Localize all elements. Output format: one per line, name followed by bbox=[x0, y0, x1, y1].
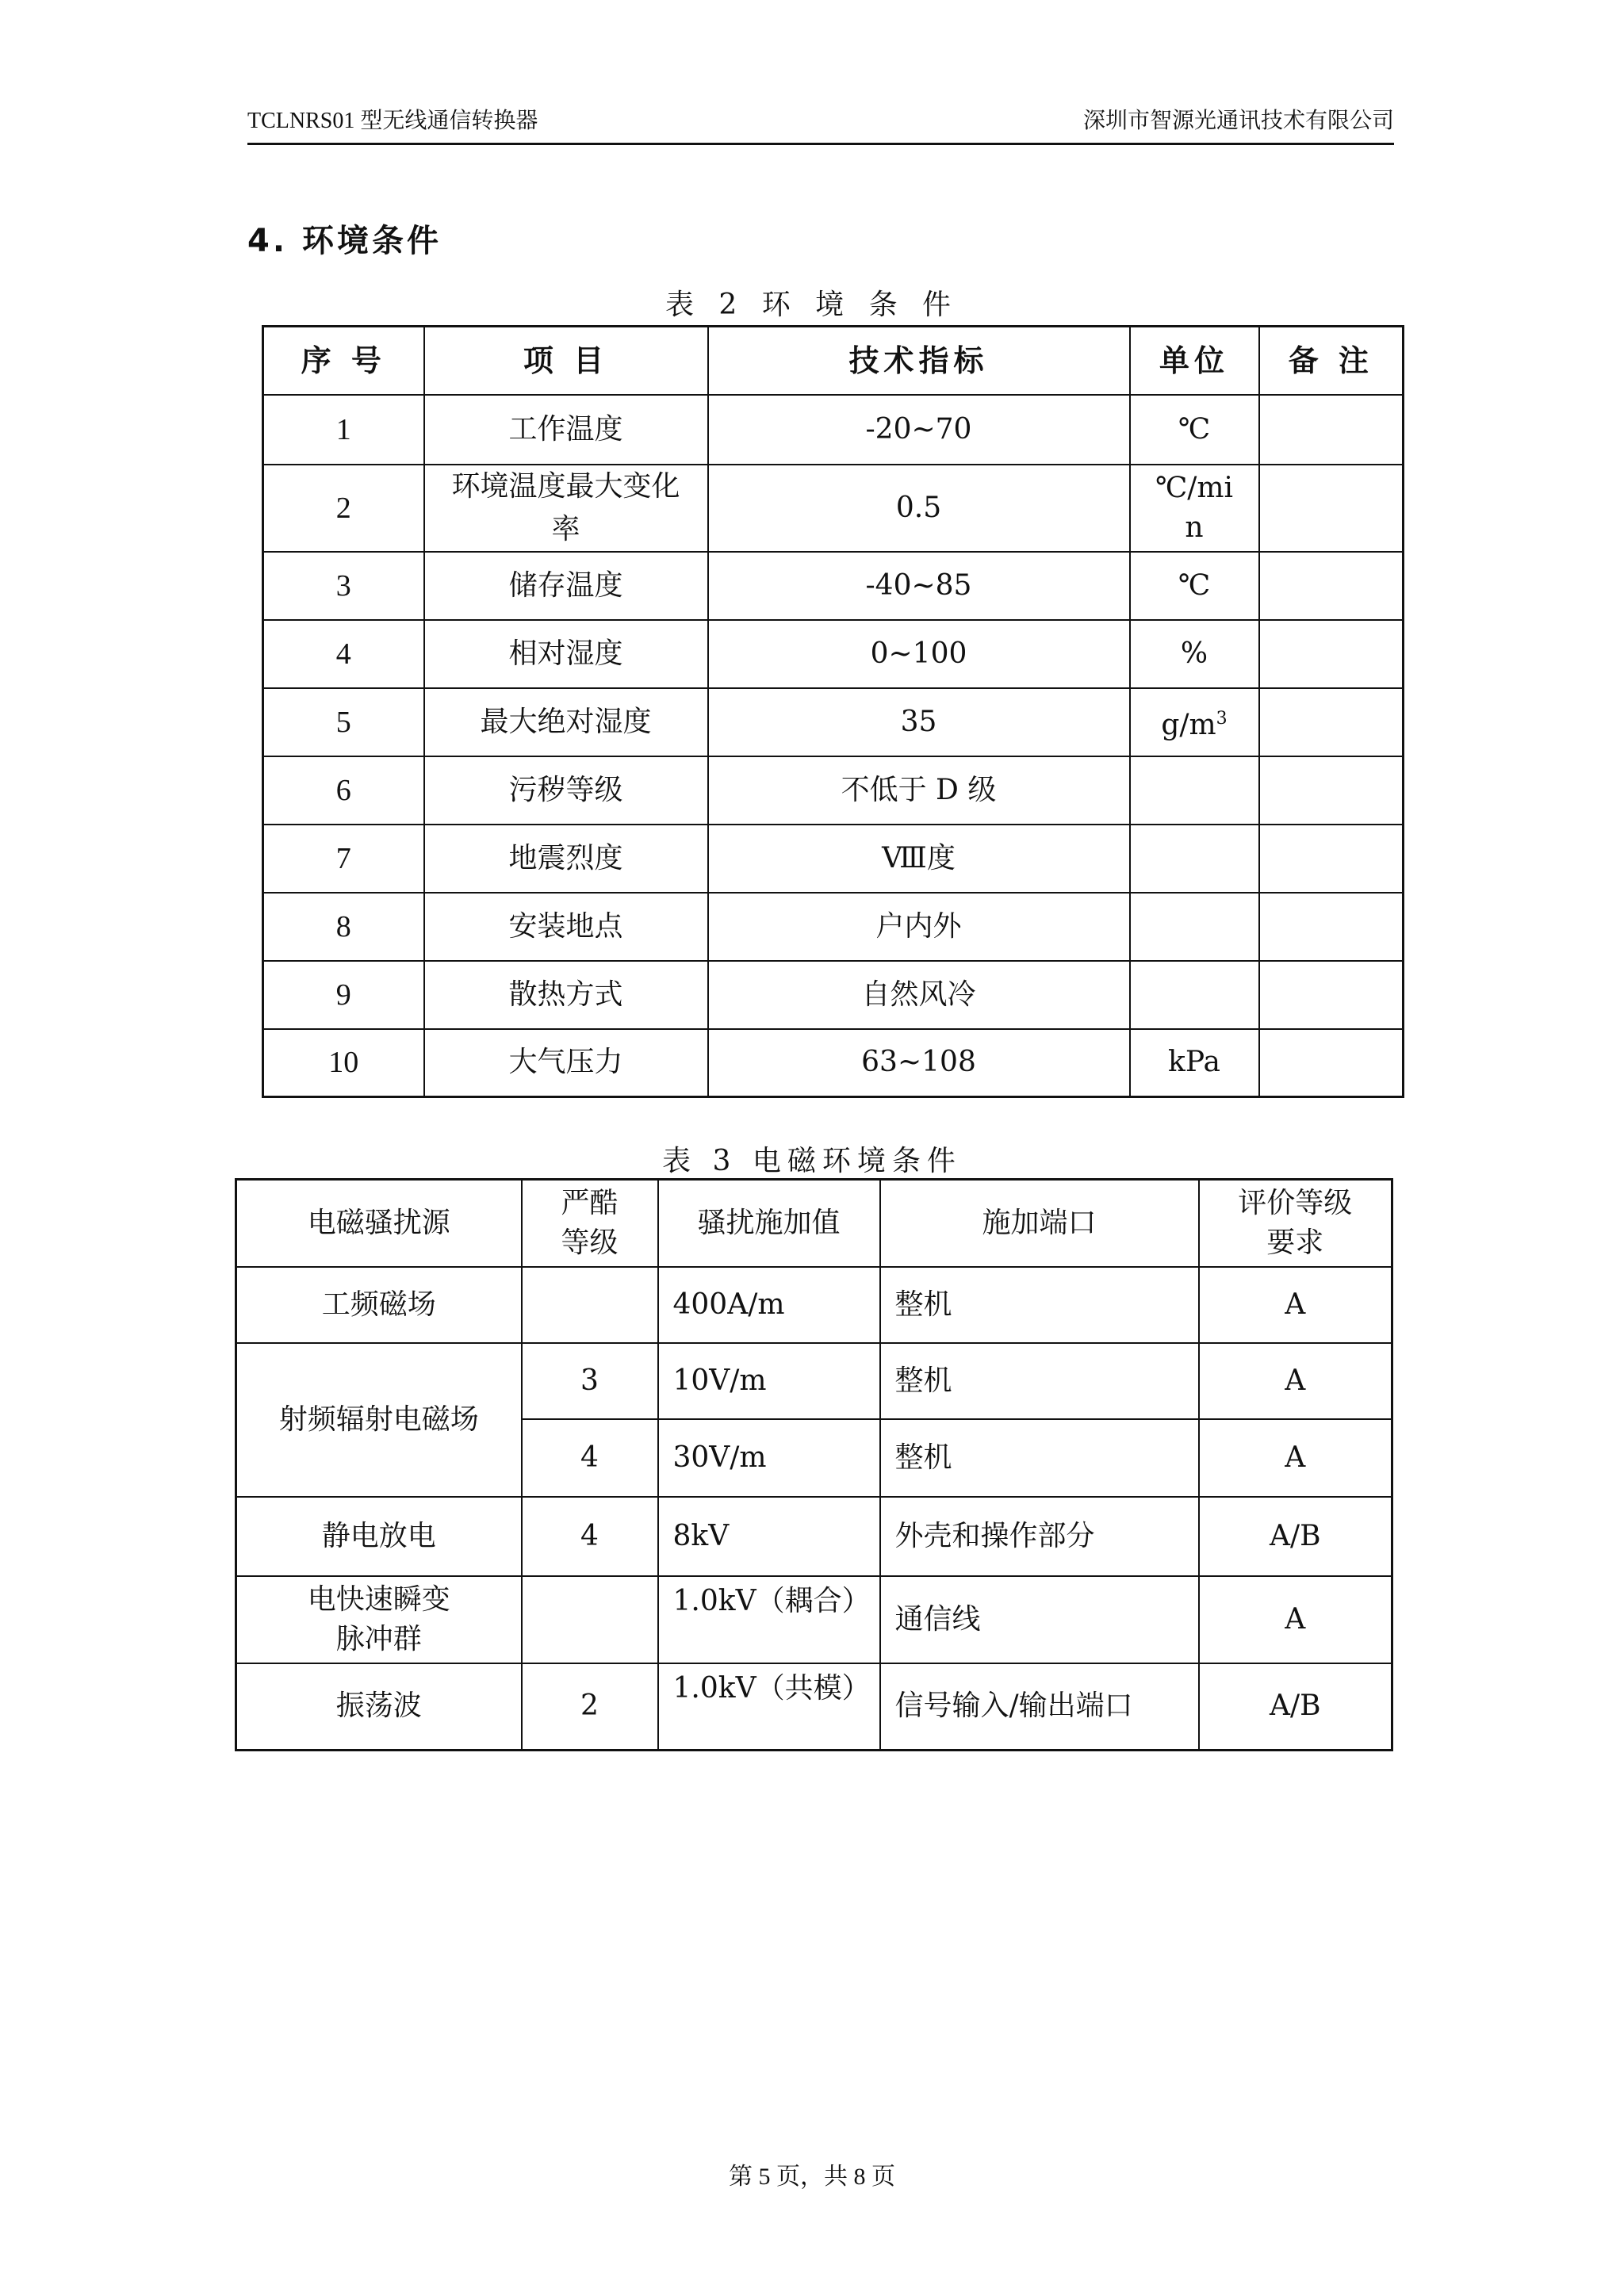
unit: kPa bbox=[1130, 1029, 1259, 1097]
applied-value: 30V/m bbox=[658, 1419, 880, 1497]
severity-level: 4 bbox=[522, 1497, 658, 1576]
note bbox=[1259, 893, 1404, 961]
evaluation-grade: A bbox=[1199, 1419, 1392, 1497]
header-cell: 单位 bbox=[1130, 327, 1259, 395]
spec-value: 35 bbox=[708, 688, 1130, 756]
applied-port: 整机 bbox=[880, 1343, 1199, 1419]
spec-value: 0.5 bbox=[708, 465, 1130, 552]
spec-value: 不低于 D 级 bbox=[708, 756, 1130, 825]
unit: g/m bbox=[1161, 708, 1216, 741]
applied-port: 外壳和操作部分 bbox=[880, 1497, 1199, 1576]
header-cell: 项 目 bbox=[424, 327, 708, 395]
spec-value: -40~85 bbox=[708, 552, 1130, 620]
table-header-row bbox=[236, 1180, 1392, 1267]
evaluation-grade: A bbox=[1199, 1343, 1392, 1419]
row-number: 9 bbox=[263, 961, 424, 1029]
header-company-name: 深圳市智源光通讯技术有限公司 bbox=[1082, 109, 1394, 133]
row-number: 7 bbox=[263, 825, 424, 893]
note bbox=[1259, 620, 1404, 688]
table-row bbox=[263, 620, 1404, 688]
evaluation-grade: A/B bbox=[1199, 1663, 1392, 1751]
unit: ℃/min bbox=[1130, 465, 1259, 552]
table-row bbox=[263, 465, 1404, 552]
row-number: 3 bbox=[263, 552, 424, 620]
note bbox=[1259, 756, 1404, 825]
table-row bbox=[263, 552, 1404, 620]
header-cell: 备 注 bbox=[1259, 327, 1404, 395]
spec-value: 63~108 bbox=[708, 1029, 1130, 1097]
applied-port: 整机 bbox=[880, 1267, 1199, 1343]
applied-value: 10V/m bbox=[658, 1343, 880, 1419]
table-row bbox=[263, 961, 1404, 1029]
disturbance-source: 射频辐射电磁场 bbox=[236, 1343, 522, 1497]
page-header bbox=[247, 101, 1394, 145]
row-number: 10 bbox=[263, 1029, 424, 1097]
item-name: 环境温度最大变化率 bbox=[424, 465, 708, 552]
applied-value: 400A/m bbox=[658, 1267, 880, 1343]
disturbance-source: 振荡波 bbox=[236, 1663, 522, 1751]
item-name: 储存温度 bbox=[424, 552, 708, 620]
unit: ℃ bbox=[1130, 395, 1259, 465]
severity-level bbox=[522, 1267, 658, 1343]
note bbox=[1259, 552, 1404, 620]
table3-caption: 表 3 电磁环境条件 bbox=[662, 1145, 962, 1177]
item-name: 工作温度 bbox=[424, 395, 708, 465]
unit bbox=[1130, 756, 1259, 825]
severity-level: 3 bbox=[522, 1343, 658, 1419]
table-row bbox=[263, 395, 1404, 465]
header-cell: 技术指标 bbox=[708, 327, 1130, 395]
header-cell: 评价等级要求 bbox=[1199, 1180, 1392, 1267]
row-number: 4 bbox=[263, 620, 424, 688]
unit: ℃ bbox=[1130, 552, 1259, 620]
item-name: 散热方式 bbox=[424, 961, 708, 1029]
note bbox=[1259, 1029, 1404, 1097]
note bbox=[1259, 825, 1404, 893]
item-name: 大气压力 bbox=[424, 1029, 708, 1097]
header-cell: 严酷等级 bbox=[522, 1180, 658, 1267]
item-name: 污秽等级 bbox=[424, 756, 708, 825]
spec-value: 自然风冷 bbox=[708, 961, 1130, 1029]
item-name: 安装地点 bbox=[424, 893, 708, 961]
header-cell: 电磁骚扰源 bbox=[236, 1180, 522, 1267]
table-row bbox=[236, 1267, 1392, 1343]
spec-value: -20~70 bbox=[708, 395, 1130, 465]
table-row bbox=[263, 825, 1404, 893]
header-cell: 骚扰施加值 bbox=[658, 1180, 880, 1267]
page-footer: 第 5 页，共 8 页 bbox=[729, 2164, 895, 2190]
evaluation-grade: A/B bbox=[1199, 1497, 1392, 1576]
disturbance-source: 电快速瞬变脉冲群 bbox=[236, 1576, 522, 1663]
severity-level bbox=[522, 1576, 658, 1663]
item-name: 相对湿度 bbox=[424, 620, 708, 688]
note bbox=[1259, 465, 1404, 552]
note bbox=[1259, 688, 1404, 756]
header-cell: 施加端口 bbox=[880, 1180, 1199, 1267]
note bbox=[1259, 395, 1404, 465]
table-row bbox=[263, 756, 1404, 825]
disturbance-source: 静电放电 bbox=[236, 1497, 522, 1576]
table-row bbox=[263, 1029, 1404, 1097]
table-row bbox=[236, 1663, 1392, 1751]
table-row bbox=[263, 688, 1404, 756]
note bbox=[1259, 961, 1404, 1029]
unit-cell bbox=[1130, 688, 1259, 756]
applied-port: 信号输入/输出端口 bbox=[880, 1663, 1199, 1751]
unit bbox=[1130, 825, 1259, 893]
unit: % bbox=[1130, 620, 1259, 688]
row-number: 6 bbox=[263, 756, 424, 825]
unit bbox=[1130, 961, 1259, 1029]
applied-value: 8kV bbox=[658, 1497, 880, 1576]
spec-value: 0~100 bbox=[708, 620, 1130, 688]
emc-conditions-table bbox=[235, 1178, 1393, 1751]
spec-value: 户内外 bbox=[708, 893, 1130, 961]
spec-value: Ⅷ度 bbox=[708, 825, 1130, 893]
severity-level: 2 bbox=[522, 1663, 658, 1751]
applied-value: 1.0kV（共模） bbox=[658, 1663, 880, 1751]
unit bbox=[1130, 893, 1259, 961]
table-row bbox=[263, 893, 1404, 961]
table2-caption: 表 2 环 境 条 件 bbox=[665, 289, 959, 321]
applied-port: 整机 bbox=[880, 1419, 1199, 1497]
disturbance-source: 工频磁场 bbox=[236, 1267, 522, 1343]
table-row bbox=[236, 1497, 1392, 1576]
severity-level: 4 bbox=[522, 1419, 658, 1497]
header-cell: 序 号 bbox=[263, 327, 424, 395]
row-number: 8 bbox=[263, 893, 424, 961]
item-name: 地震烈度 bbox=[424, 825, 708, 893]
applied-value: 1.0kV（耦合） bbox=[658, 1576, 880, 1663]
evaluation-grade: A bbox=[1199, 1576, 1392, 1663]
table-header-row bbox=[263, 327, 1404, 395]
row-number: 1 bbox=[263, 395, 424, 465]
section-title: 4. 环境条件 bbox=[247, 223, 442, 259]
unit-superscript: 3 bbox=[1216, 708, 1228, 729]
table-row bbox=[236, 1576, 1392, 1663]
row-number: 2 bbox=[263, 465, 424, 552]
environment-conditions-table bbox=[262, 325, 1404, 1098]
applied-port: 通信线 bbox=[880, 1576, 1199, 1663]
item-name: 最大绝对湿度 bbox=[424, 688, 708, 756]
table-row bbox=[236, 1343, 1392, 1419]
row-number: 5 bbox=[263, 688, 424, 756]
header-product-name: TCLNRS01 型无线通信转换器 bbox=[247, 109, 538, 133]
evaluation-grade: A bbox=[1199, 1267, 1392, 1343]
